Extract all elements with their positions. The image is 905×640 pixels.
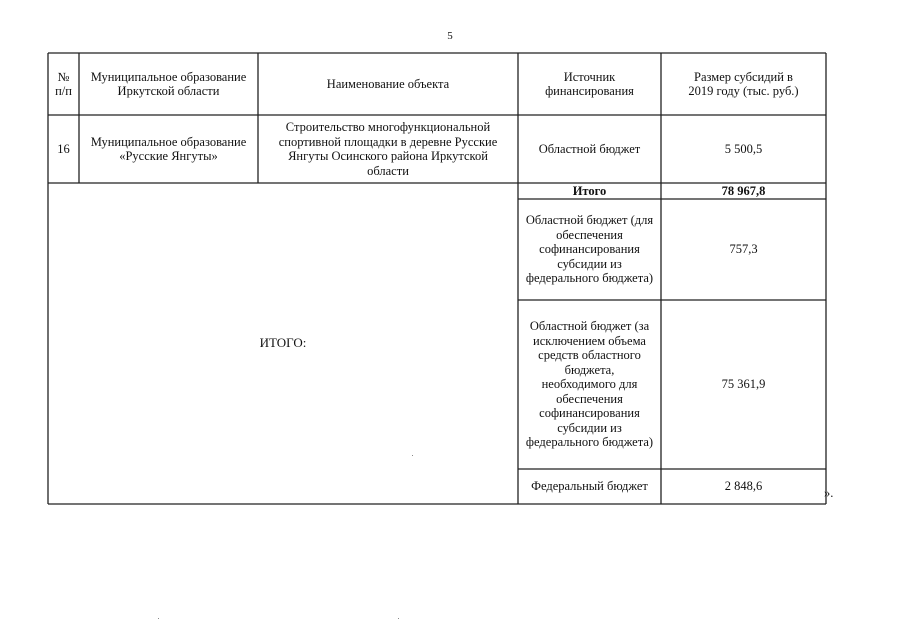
totals-amount-federal — [661, 469, 826, 504]
row-num-text: 16 — [57, 141, 70, 156]
totals-label — [48, 183, 518, 504]
totals-source-text: Областной бюджет (за исключением объема средств областного бюджета, необходимого для обеспечения софинансирования субсидии из федерального бюджета) — [525, 319, 654, 450]
scan-speck — [412, 455, 413, 456]
totals-label-text: ИТОГО: — [259, 335, 307, 351]
header-municipality — [79, 53, 258, 115]
header-object-name — [258, 53, 518, 115]
header-source-text: Источник финансирования — [545, 69, 634, 98]
header-object-name-text: Наименование объекта — [326, 76, 450, 91]
header-num — [48, 53, 79, 115]
totals-source-federal — [518, 469, 661, 504]
table-row-object-name — [258, 115, 518, 183]
header-municipality-text: Муниципальное образование Иркутской области — [90, 69, 247, 98]
row-source-text: Областной бюджет — [538, 141, 641, 156]
header-source — [518, 53, 661, 115]
totals-source-text: Областной бюджет (для обеспечения софинансирования субсидии из федерального бюджета) — [525, 213, 654, 286]
totals-source-text: Федеральный бюджет — [531, 479, 648, 494]
itogo-label — [518, 183, 661, 199]
totals-amount-text: 75 361,9 — [721, 377, 766, 392]
totals-amount-regional-other — [661, 300, 826, 469]
scan-speck — [158, 618, 159, 619]
table-row-amount — [661, 115, 826, 183]
table-row-municipality — [79, 115, 258, 183]
header-amount — [661, 53, 826, 115]
table-row-num — [48, 115, 79, 183]
row-municipality-text: Муниципальное образование «Русские Янгуты» — [90, 134, 247, 163]
row-amount-text: 5 500,5 — [724, 141, 763, 156]
totals-amount-text: 2 848,6 — [724, 479, 763, 494]
totals-source-regional-other — [518, 300, 661, 469]
totals-amount-regional-cofinancing — [661, 199, 826, 300]
itogo-amount — [661, 183, 826, 199]
header-num-text: № п/п — [55, 69, 72, 98]
page-number: 5 — [447, 30, 453, 42]
scan-speck — [398, 618, 399, 619]
header-amount-text: Размер субсидий в 2019 году (тыс. руб.) — [688, 69, 799, 98]
itogo-label-text: Итого — [572, 183, 607, 198]
row-object-name-text: Строительство многофункциональной спортивной площадки в деревне Русские Янгуты Осинского района Иркутской области — [278, 120, 498, 178]
totals-source-regional-cofinancing — [518, 199, 661, 300]
totals-amount-text: 757,3 — [729, 242, 758, 257]
itogo-amount-text: 78 967,8 — [721, 183, 766, 198]
table-row-source — [518, 115, 661, 183]
closing-quote: ». — [824, 486, 834, 500]
